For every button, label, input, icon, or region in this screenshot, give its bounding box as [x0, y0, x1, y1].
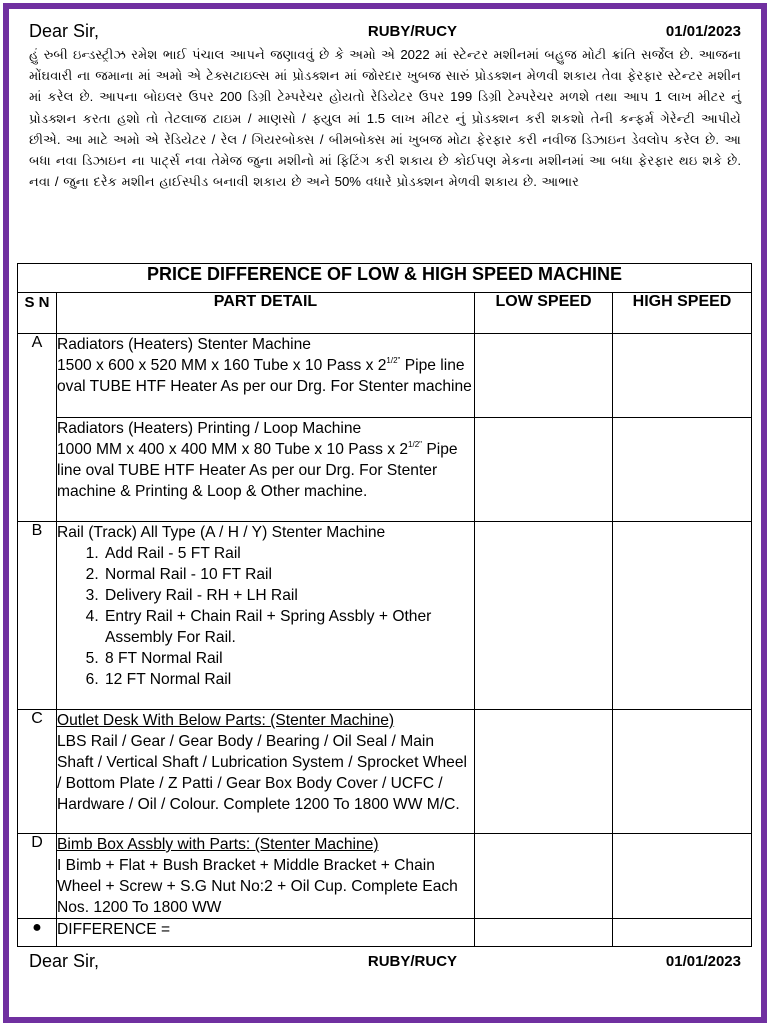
row-d-body: I Bimb + Flat + Bush Bracket + Middle Bracket + Chain Wheel + Screw + S.G Nut No:2 + Oil Cup. Complete Each Nos. 1200 To 1800 WW [57, 857, 458, 916]
list-item: 1. Add Rail - 5 FT Rail [103, 543, 474, 564]
row-a-item1 [57, 334, 475, 418]
row-c-high-speed [613, 710, 752, 834]
row-d-high-speed [613, 834, 752, 919]
difference-low-speed [475, 919, 613, 947]
row-c-heading: Outlet Desk With Below Parts: (Stenter Machine) [57, 712, 395, 729]
row-a-item1-title: Radiators (Heaters) Stenter Machine [57, 336, 311, 353]
list-item: 2. Normal Rail - 10 FT Rail [103, 564, 474, 585]
row-b-high-speed [613, 522, 752, 710]
row-c-sn: C [18, 710, 57, 834]
letter-date: 01/01/2023 [665, 22, 741, 40]
table-row [18, 834, 752, 919]
row-a2-high-speed [613, 418, 752, 522]
greeting-footer: Dear Sir, [29, 950, 100, 971]
list-item: 5. 8 FT Normal Rail [103, 648, 474, 669]
list-item: 4. Entry Rail + Chain Rail + Spring Assbly + Other Assembly For Rail. [103, 606, 474, 648]
row-b-title: Rail (Track) All Type (A / H / Y) Stenter Machine [57, 524, 386, 541]
table-title: PRICE DIFFERENCE OF LOW & HIGH SPEED MACHINE [18, 264, 752, 293]
difference-bullet: ● [18, 919, 57, 947]
row-a-item2-spec: 1000 MM x 400 x 400 MM x 80 Tube x 10 Pass x $2^{1/2"}$ Pipe line oval TUBE HTF Heater As per our Drg. For Stenter machine & Printing & Loop & Other machine. [57, 440, 458, 500]
difference-label: DIFFERENCE = [57, 919, 475, 947]
list-item: 6. 12 FT Normal Rail [103, 669, 474, 690]
row-d-sn: D [18, 834, 57, 919]
row-a1-high-speed [613, 334, 752, 418]
row-a-item2 [57, 418, 475, 522]
row-b-sn: B [18, 522, 57, 710]
intro-paragraph: હું રુબી ઇન્ડસ્ટ્રીઝ રમેશ ભાઈ પંચાલ આપને જણાવવું છે કે અમો એ 2022 માં સ્ટેન્ટર મશીનમાં બહુજ મોટી ક્રાંતિ સર્જેલ છે. આજના મોંઘવારી ના જમાના માં અમો એ ટેક્સટાઇલ્સ માં પ્રોડક્શન માં જોરદાર ખુબજ સારું પ્રોડક્શન મેળવી શકાય તેવા ફેરફાર સ્ટેન્ટર મશીન માં કરેલ છે. આપના બોઇલર ઉપર 200 ડિગ્રી ટેમ્પરેચર હોયતો રેડિયેટર ઉપર 199 ડિગ્રી ટેમ્પરેચર મળશે તથા આપ 1 લાખ મીટર નું પ્રોડક્શન કરતા હશો તો તેટલાજ ટાઇમ / માણસો / ફ્યુલ માં 1.5 લાખ મીટર નું પ્રોડક્શન કરી શકશો તેની કન્ફર્મ ગેરેન્ટી આપીયે છીએ. આ માટે અમો એ રેડિયેટર / રેલ / ગિયરબોક્સ / બીમબોક્સ માં ખુબજ મોટા ફેરફાર કરી નવીજ ડિઝાઇન ડેવલોપ કરેલ છે. આ બધા નવા ડિઝાઇન ના પાર્ટ્સ નવા તેમેજ જુના મશીનો માં ફિટિંગ કરી શકાય છે કોઈપણ મેકના મશીનમાં આ બધા ફેરફાર થઇ શકે છે. નવા / જુના દરેક મશીન હાઈસ્પીડ બનાવી શકાય છે અને 50% વધારે પ્રોડક્શન મેળવી શકાય છે. આભાર [29, 47, 741, 190]
list-item: 3. Delivery Rail - RH + LH Rail [103, 585, 474, 606]
row-b-low-speed [475, 522, 613, 710]
table-row [18, 334, 752, 418]
row-a-sn: A [18, 334, 57, 522]
table-row [18, 710, 752, 834]
difference-high-speed [613, 919, 752, 947]
row-d-low-speed [475, 834, 613, 919]
col-low-header: LOW SPEED [475, 293, 613, 334]
table-title-row [18, 264, 752, 293]
brand-name-footer: RUBY/RUCY [367, 952, 458, 970]
letter-date-footer: 01/01/2023 [665, 952, 741, 970]
row-d-parts [57, 834, 475, 919]
row-c-parts [57, 710, 475, 834]
row-b-parts [57, 522, 475, 710]
bottom-header [29, 948, 741, 974]
col-sn-header: S N [18, 293, 57, 334]
row-a-item1-spec: 1500 x 600 x 520 MM x 160 Tube x 10 Pass x $2^{1/2"}$ Pipe line oval TUBE HTF Heater As per our Drg. For Stenter machine [57, 356, 472, 395]
brand-name: RUBY/RUCY [367, 22, 458, 40]
row-a2-low-speed [475, 418, 613, 522]
row-d-heading: Bimb Box Assbly with Parts: (Stenter Machine) [57, 836, 379, 853]
table-row [18, 418, 752, 522]
col-part-header: PART DETAIL [57, 293, 475, 334]
table-row [18, 522, 752, 710]
price-table [17, 263, 752, 947]
row-a-item2-title: Radiators (Heaters) Printing / Loop Machine [57, 420, 362, 437]
rail-list [57, 543, 474, 690]
col-high-header: HIGH SPEED [613, 293, 752, 334]
row-c-low-speed [475, 710, 613, 834]
row-a1-low-speed [475, 334, 613, 418]
top-header [29, 18, 741, 44]
row-c-body: LBS Rail / Gear / Gear Body / Bearing / Oil Seal / Main Shaft / Vertical Shaft / Lubrication System / Sprocket Wheel / Bottom Plate / Z Patti / Gear Box Body Cover / UCFC / Hardware / Oil / Colour. Complete 1200 To 1800 WW M/C. [57, 733, 467, 813]
table-row [18, 919, 752, 947]
table-header-row [18, 293, 752, 334]
greeting: Dear Sir, [29, 20, 100, 41]
